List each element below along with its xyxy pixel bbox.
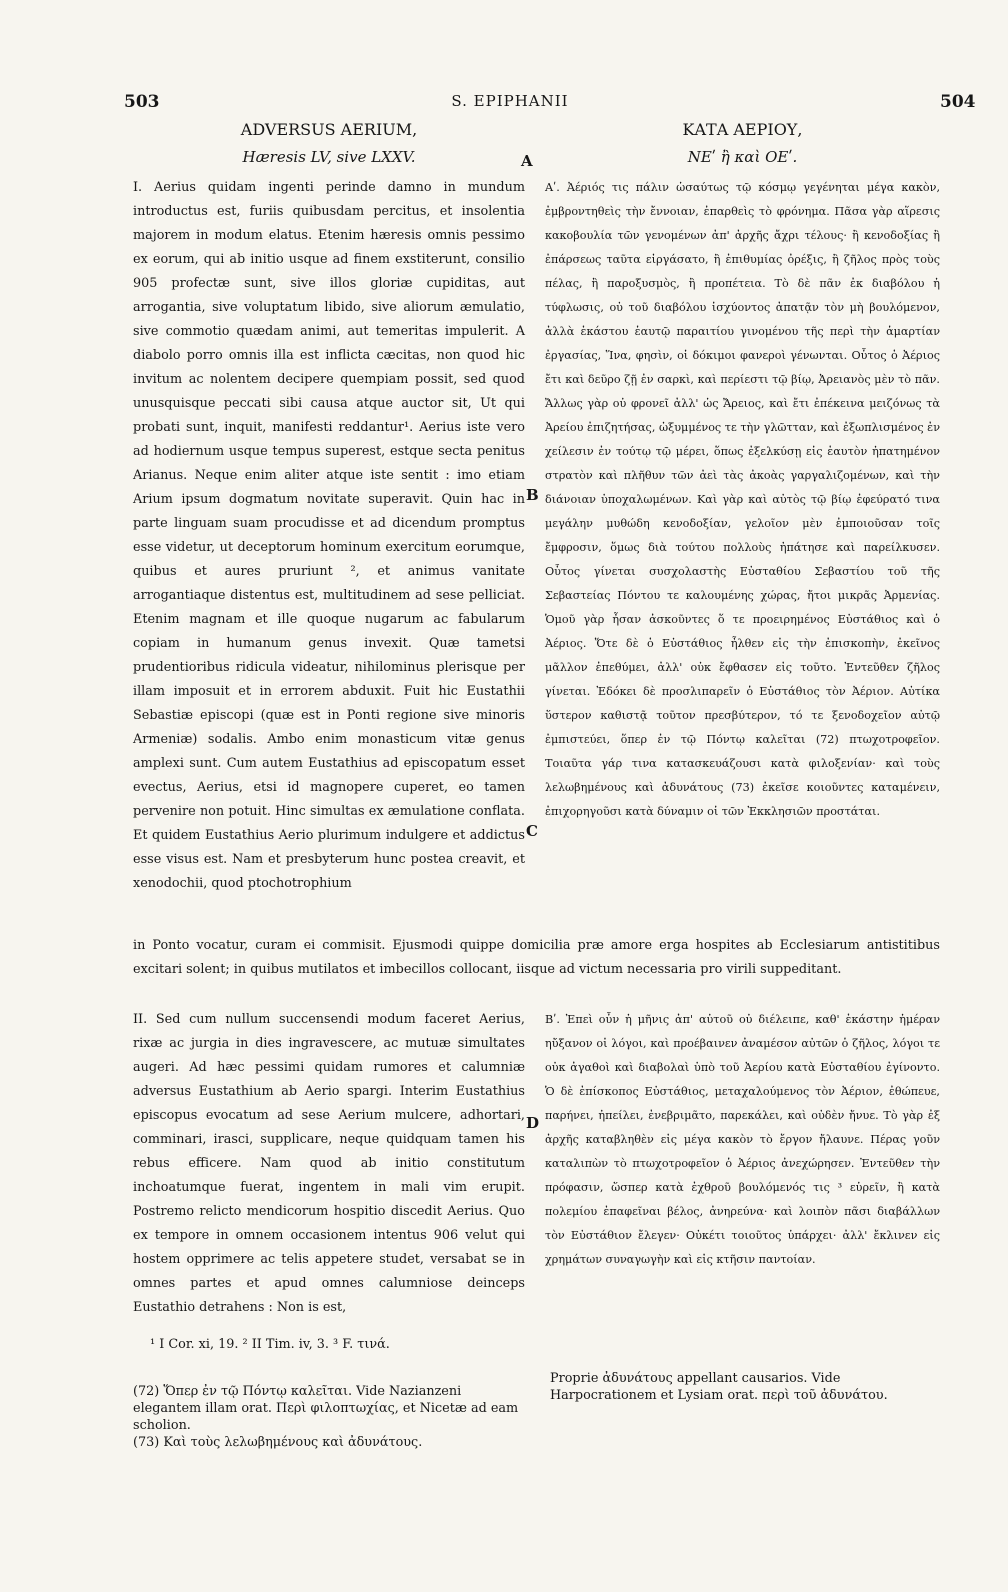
full-width-continuation [133,934,940,1006]
greek-paragraph-1: Αʹ. Ἀέριός τις πάλιν ὡσαύτως τῷ κόσμῳ γεγένηται μέγα κακὸν, ἐμβροντηθεὶς τὴν ἔννοιαν, ἐπαρθεὶς τὸ φρόνημα. Πᾶσα γὰρ αἵρεσις κακοβουλία τῶν γενομένων ἀπ' ἀρχῆς ἄχρι τέλους· ἢ κενοδοξίας ἢ ἐπάρσεως ταῦτα εἰργάσατο, ἢ ἐπιθυμίας ὀρέξις, ἢ ζῆλος πρὸς τοὺς πέλας, ἢ παροξυσμὸς, ἢ προπέτεια. Τὸ δὲ πᾶν ἐκ διαβόλου ἡ τύφλωσις, οὐ τοῦ διαβόλου ἰσχύοντος ἀπατᾷν τὸν μὴ βουλόμενον, ἀλλὰ ἑκάστου ἑαυτῷ παραιτίου γινομένου τῆς περὶ τὴν ἁμαρτίαν ἐργασίας, Ἵνα, φησὶν, οἱ δόκιμοι φανεροὶ γένωνται. Οὗτος ὁ Ἀέριος ἔτι καὶ δεῦρο ζῇ ἐν σαρκὶ, καὶ περίεστι τῷ βίῳ, Ἀρειανὸς μὲν τὸ πᾶν. Ἄλλως γὰρ οὐ φρονεῖ ἀλλ' ὡς Ἄρειος, καὶ ἔτι ἐπέκεινα μειζόνως τὰ Ἀρείου ἐπιζητήσας, ὠξυμμένος τε τὴν γλῶτταν, καὶ ἐξωπλισμένος ἐν χείλεσιν ἐν τούτῳ τῷ μέρει, ὅπως ἐξελκύσῃ εἰς ἑαυτὸν ἠπατημένον στρατὸν καὶ πλῆθυν τῶν ἀεὶ τὰς ἀκοὰς γαργαλιζομένων, καὶ τὴν διάνοιαν ὑποχαλωμένων. Καὶ γὰρ καὶ αὐτὸς τῷ βίῳ ἐφεύρατό τινα μεγάλην μυθώδη κενοδοξίαν, γελοῖον μὲν ἐμποιοῦσαν τοῖς ἔμφροσιν, ὅμως διὰ τούτου πολλοὺς ἠπάτησε καὶ παρείλκυσεν. Οὗτος γίνεται συσχολαστὴς Εὐσταθίου Σεβαστίου τοῦ τῆς Σεβαστείας Πόντου τε καλουμένης χώρας, ἤτοι μικρᾶς Ἀρμενίας. Ὁμοῦ γὰρ ἦσαν ἀσκοῦντες ὅ τε προειρημένος Εὐστάθιος καὶ ὁ Ἀέριος. Ὅτε δὲ ὁ Εὐστάθιος ἦλθεν εἰς τὴν ἐπισκοπὴν, ἐκεῖνος μᾶλλον ἐπεθύμει, ἀλλ' οὐκ ἔφθασεν εἰς τοῦτο. Ἐντεῦθεν ζῆλος γίνεται. Ἐδόκει δὲ προσλιπαρεῖν ὁ Εὐστάθιος τὸν Ἀέριον. Αὐτίκα ὕστερον καθιστᾷ τοῦτον πρεσβύτερον, τό τε ξενοδοχεῖον αὐτῷ ἐμπιστεύει, ὅπερ ἐν τῷ Πόντῳ καλεῖται (72) πτωχοτροφεῖον. Τοιαῦτα γάρ τινα κατασκευάζουσι κατὰ φιλοξενίαν· καὶ τοὺς λελωβημένους καὶ ἀδυνάτους (73) ἐκεῖσε κοιοῦντες καταμένειν, ἐπιχορηγοῦσι κατὰ δύναμιν οἱ τῶν Ἐκκλησιῶν προστάται. [545,181,940,818]
footnote-references: ¹ I Cor. xi, 19. ² II Tim. iv, 3. ³ F. τινά. [150,1337,390,1352]
running-title: S. EPIPHANII [451,92,569,110]
latin-title: ADVERSUS AERIUM, [240,120,418,139]
margin-letter-b: B [526,486,539,504]
footnote-right: Proprie ἀδυνάτους appellant causarios. Vide Harpocrationem et Lysiam orat. περὶ τοῦ ἀδυνάτου. [550,1371,888,1403]
latin-paragraph-1-continued: in Ponto vocatur, curam ei commisit. Ejusmodi quippe domicilia præ amore erga hospites ab Ecclesiarum antistitibus excitari solent; in quibus mutilatos et imbecillos collocant, iisque ad victum necessaria pro virili suppeditant. [133,938,940,977]
latin-subtitle: Hæresis LV, sive LXXV. [242,148,416,166]
page-number-left: 503 [124,92,160,112]
page-number-right: 504 [940,92,976,112]
margin-letter-d: D [526,1114,540,1132]
greek-paragraph-2: Βʹ. Ἐπεὶ οὖν ἡ μῆνις ἀπ' αὐτοῦ οὐ διέλειπε, καθ' ἑκάστην ἡμέραν ηὔξανον οἱ λόγοι, καὶ προέβαινεν ἀναμέσον αὐτῶν ὁ ζῆλος, λόγοι τε οὐκ ἀγαθοὶ καὶ διαβολαὶ ὑπὸ τοῦ Ἀερίου κατὰ Εὐσταθίου ἐγίνοντο. Ὁ δὲ ἐπίσκοπος Εὐστάθιος, μεταχαλούμενος τὸν Ἀέριον, ἐθώπευε, παρήνει, ἠπείλει, ἐνεβριμᾶτο, παρεκάλει, καὶ οὐδὲν ἤνυε. Τὸ γὰρ ἐξ ἀρχῆς καταβληθὲν εἰς μέγα κακὸν τὸ ἔργον ἤλαυνε. Πέρας γοῦν καταλιπὼν τὸ πτωχοτροφεῖον ὁ Ἀέριος ἀνεχώρησεν. Ἐντεῦθεν τὴν πρόφασιν, ὥσπερ κατὰ ἐχθροῦ βουλόμενός τις ³ εὑρεῖν, ἢ κατὰ πολεμίου ἐπαφεῖναι βέλος, ἀνηρεύνα· καὶ λοιπὸν πᾶσι διαβάλλων τὸν Εὐστάθιον ἔλεγεν· Οὐκέτι τοιοῦτος ὑπάρχει· ἀλλ' ἔκλινεν εἰς χρημάτων συναγωγὴν καὶ εἰς κτῆσιν παντοίαν. [545,1013,940,1266]
latin-column-top [133,176,525,944]
latin-paragraph-1: I. Aerius quidam ingenti perinde damno in mundum introductus est, furiis quibusdam percitus, et insolentia majorem in modum elatus. Etenim hæresis omnis pessimo ex eorum, qui ab initio usque ad finem exstiterunt, consilio 905 profectæ sunt, sive illos gloriæ cupiditas, aut arrogantia, sive voluptatum libido, sive aliorum æmulatio, sive commotio quædam animi, aut temeritas impulerit. A diabolo porro omnis illa est inflicta cæcitas, non quod hic invitum ac nolentem decipere quempiam possit, sed quod unusquisque peccati sibi causa atque auctor sit, Ut qui probati sunt, inquit, manifesti reddantur¹. Aerius iste vero ad hodiernum usque tempus superest, estque secta penitus Arianus. Neque enim aliter atque iste sentit : imo etiam Arium ipsum dogmatum novitate superavit. Quin hac in parte linguam suam procudisse et ad dicendum promptus esse videtur, ut deceptorum hominum exercitum eorumque, quibus et aures pruriunt ², et animus vanitate arrogantiaque distentus est, multitudinem ad sese pelliciat. Etenim magnam et ille quoque nugarum ac fabularum copiam in humanum genus invexit. Quæ tametsi prudentioribus ridicula videatur, nihilominus plerisque per illam imposuit et in errorem abduxit. Fuit hic Eustathii Sebastiæ episcopi (quæ est in Ponti regione sive minoris Armeniæ) sodalis. Ambo enim monasticum vitæ genus amplexi sunt. Cum autem Eustathius ad episcopatum esset evectus, Aerius, etsi id magnopere cuperet, eo tamen pervenire non potuit. Hinc simultas ex æmulatione conflata. Et quidem Eustathius Aerio plurimum indulgere et addictus esse visus est. Nam et presbyterum hunc postea creavit, et xenodochii, quod ptochotrophium [133,180,525,891]
footnotes-left [133,1383,525,1451]
footnote-72: (72) Ὅπερ ἐν τῷ Πόντῳ καλεῖται. Vide Nazianzeni elegantem illam orat. Περὶ φιλοπτωχίας, et Nicetæ ad eam scholion. [133,1384,519,1433]
greek-subtitle: ΝΕʹ ἢ καὶ ΟΕʹ. [687,148,798,166]
latin-paragraph-2: II. Sed cum nullum succensendi modum faceret Aerius, rixæ ac jurgia in dies ingravescere, ac mutuæ simultates augeri. Ad hæc pessimi quidam rumores et calumniæ adversus Eustathium ab Aerio spargi. Interim Eustathius episcopus evocatum ad sese Aerium mulcere, adhortari, comminari, irasci, supplicare, neque quidquam tamen his rebus efficere. Nam quod ab initio constitutum inchoatumque fuerat, ingentem in mali vim erupit. Postremo relicto mendicorum hospitio discedit Aerius. Quo ex tempore in omnem occasionem intentus 906 velut qui hostem opprimere ac telis appetere studet, versabat se in omnes partes et apud omnes calumniose deinceps Eustathio detrahens : Non is est, [133,1012,525,1315]
greek-title: ΚΑΤΑ ΑΕΡΙΟΥ, [682,120,803,139]
footnote-73: (73) Καὶ τοὺς λελωβημένους καὶ ἀδυνάτους. [133,1435,423,1450]
margin-letter-a: A [521,152,533,170]
greek-column-top [545,176,940,944]
margin-letter-c: C [526,822,538,840]
latin-column-bottom [133,1008,525,1344]
greek-column-bottom [545,1008,940,1308]
